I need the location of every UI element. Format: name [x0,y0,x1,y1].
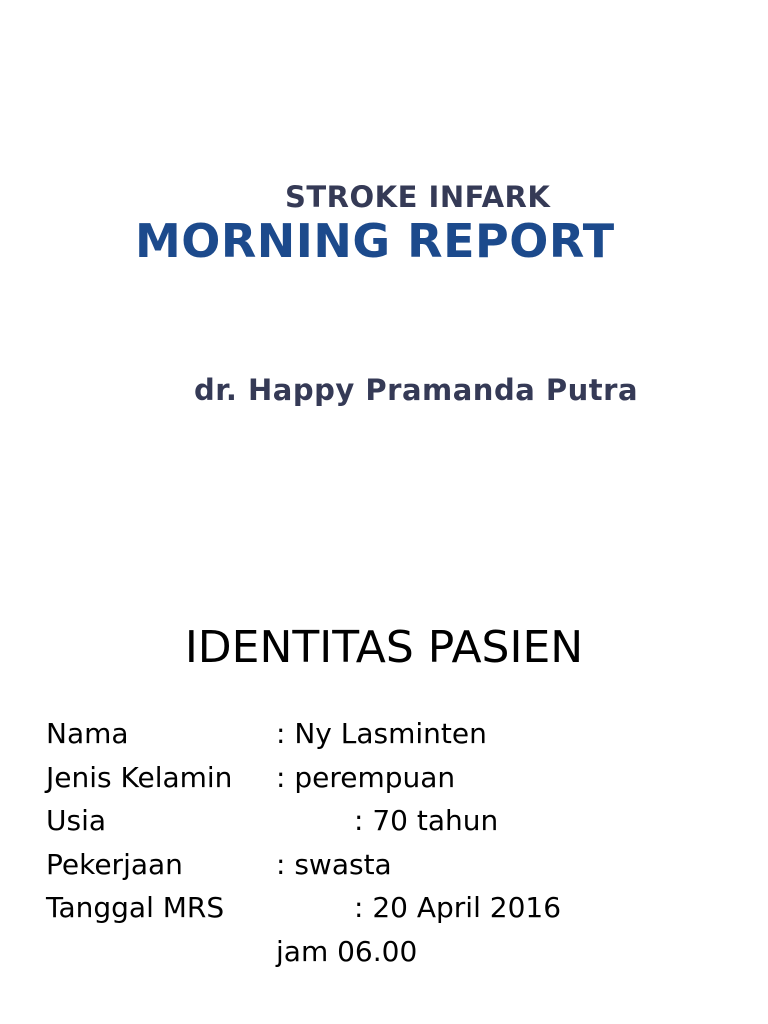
identity-value: : Ny Lasminten [276,717,487,750]
identity-label: Tanggal MRS [46,891,225,924]
identity-value: jam 06.00 [276,934,418,968]
identity-value: : perempuan [276,760,456,794]
slide-title: MORNING REPORT [135,214,615,268]
author-name: dr. Happy Pramanda Putra [194,373,639,407]
identity-value: : 70 tahun [354,804,499,837]
identity-label: Usia [46,804,107,837]
slide-subtitle: STROKE INFARK [285,180,551,214]
identity-label: Jenis Kelamin [46,760,233,794]
identity-value: : 20 April 2016 [354,891,562,924]
identity-value: : swasta [276,847,392,881]
identity-label: Nama [46,717,129,750]
identity-label: Pekerjaan [46,847,183,881]
section-heading: IDENTITAS PASIEN [184,622,584,673]
